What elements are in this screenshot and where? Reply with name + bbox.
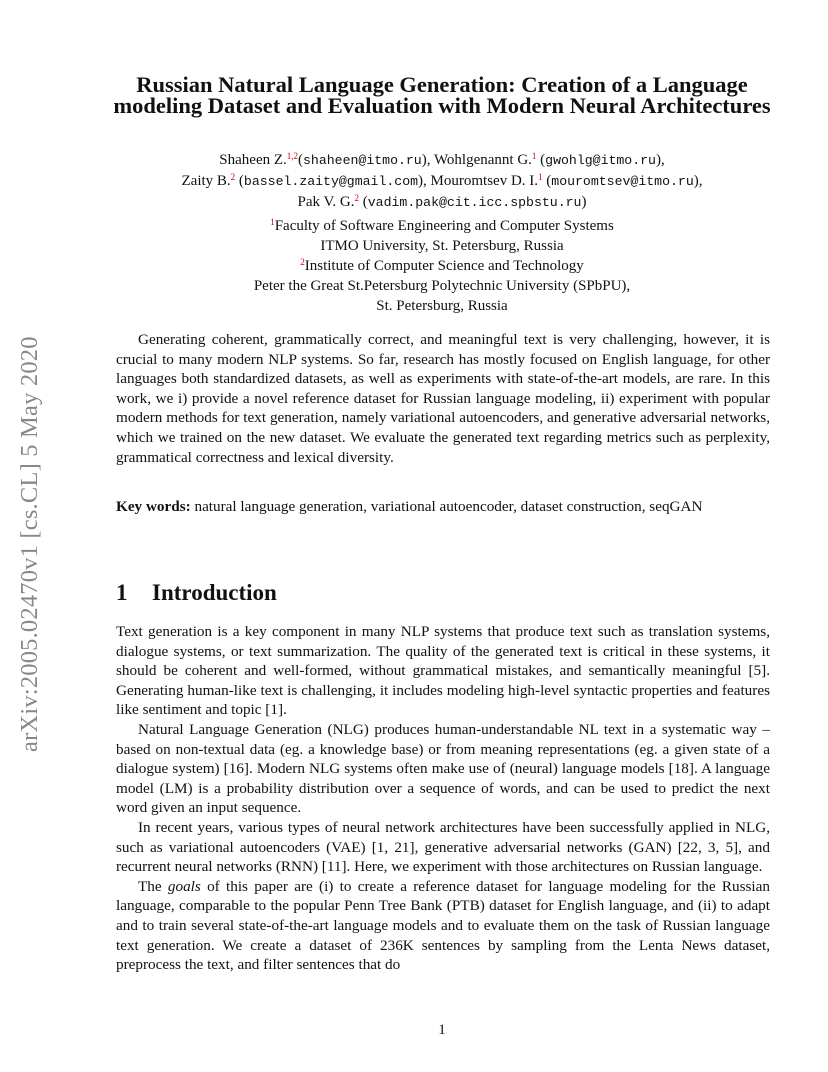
- abstract-text: Generating coherent, grammatically correct, and meaningful text is very challenging, however, it is crucial to many modern NLP systems. So far, research has mostly focused on English language, for other languages both standardized datasets, as well as experiments with state-of-the-art models, are rare. In this work, we i) provide a novel reference dataset for Russian language modeling, ii) experiment with popular modern methods for text generation, namely variational autoencoders, and generative adversarial networks, which we trained on the new dataset. We evaluate the generated text regarding metrics such as perplexity, grammatical correctness and lexical diversity.: [116, 331, 770, 466]
- page-number: 1: [438, 1022, 446, 1038]
- author-affiliation-mark: 1: [538, 172, 543, 182]
- affiliation-mark: 2: [300, 257, 305, 267]
- introduction-body: [116, 622, 770, 975]
- affiliation-line: Peter the Great St.Petersburg Polytechnic University (SPbPU),: [253, 278, 631, 294]
- author-affiliation-mark: 2: [230, 172, 236, 182]
- paragraph: [116, 877, 770, 975]
- author-list: Shaheen Z.$^{1,2}$(shaheen@itmo.ru), Wohlgenannt G.$^1$ (gwohlg@itmo.ru), Zaity B.$^2$ (bassel.zaity@gmail.com), Mouromtsev D. I.$^1$ (mouromtsev@itmo.ru), Pak V. G.$^2$ (vadim.pak@cit.icc.spbstu.ru): [181, 151, 703, 210]
- keywords-text: natural language generation, variational autoencoder, dataset construction, seqGAN: [194, 498, 703, 515]
- author-affiliation-mark: 1,2: [286, 151, 299, 161]
- author-email: gwohlg@itmo.ru: [545, 153, 656, 168]
- author-name: Mouromtsev D. I.: [430, 173, 539, 189]
- abstract: [116, 330, 770, 467]
- paragraph: Natural Language Generation (NLG) produces human-understandable NL text in a systematic way – based on non-textual data (eg. a knowledge base) or from meaning representations (eg. a given state of a dialogue system) [16]. Modern NLG systems often make use of (neural) language models [18]. A language model (LM) is a probability distribution over a sequence of words, and can be used to predict the next word given an input sequence.: [116, 720, 770, 817]
- author-affiliation-mark: 1: [531, 151, 537, 161]
- section-heading: [116, 579, 277, 607]
- keywords: [116, 497, 770, 517]
- author-email: mouromtsev@itmo.ru: [551, 174, 694, 189]
- paragraph-text: of this paper are (i) to create a reference dataset for language modeling for the Russian language, comparable to the popular Penn Tree Bank (PTB) dataset for English language, and (ii) to adapt and to train several state-of-the-art language models and to evaluate them on the task of Russian language text generation. We create a dataset of 236K sentences by sampling from the Lenta News dataset, preprocess the text, and filter sentences that do: [116, 877, 770, 974]
- paper-title: Russian Natural Language Generation: Creation of a Language modeling Dataset and Evaluation with Modern Neural Architectures: [113, 72, 771, 118]
- affiliation-list: [110, 216, 774, 316]
- section-number: 1: [116, 580, 128, 605]
- emphasis: goals: [167, 877, 201, 895]
- paragraph: Text generation is a key component in many NLP systems that produce text such as translation systems, dialogue systems, or text summarization. The quality of the generated text is critical in these systems, it should be coherent and well-formed, without grammatical mistakes, and semantically meaningful [5]. Generating human-like text is challenging, it includes modeling high-level syntactic properties and features like sentiment and topic [1].: [116, 623, 770, 719]
- author-email: vadim.pak@cit.icc.spbstu.ru: [367, 195, 582, 210]
- author-email: shaheen@itmo.ru: [303, 153, 422, 168]
- author-name: Zaity B.: [181, 173, 231, 189]
- author-name: Wohlgenannt G.: [433, 152, 532, 168]
- affiliation-line: Faculty of Software Engineering and Computer Systems: [274, 218, 614, 234]
- paragraph-text: The: [138, 877, 168, 895]
- author-affiliation-mark: 2: [354, 193, 360, 203]
- affiliation-line: Institute of Computer Science and Technology: [304, 258, 584, 274]
- paragraph: In recent years, various types of neural network architectures have been successfully applied in NLG, such as variational autoencoders (VAE) [1, 21], generative adversarial networks (GAN) [22, 3, 5], and recurrent neural networks (RNN) [11]. Here, we experiment with those architectures on Russian language.: [116, 818, 770, 876]
- author-email: bassel.zaity@gmail.com: [243, 174, 419, 189]
- section-title: Introduction: [152, 580, 277, 605]
- author-name: Shaheen Z.: [219, 152, 287, 168]
- affiliation-line: ITMO University, St. Petersburg, Russia: [320, 238, 564, 254]
- author-name: Pak V. G.: [297, 194, 355, 210]
- keywords-label: Key words:: [116, 498, 191, 515]
- affiliation-line: St. Petersburg, Russia: [376, 298, 508, 314]
- arxiv-identifier: arXiv:2005.02470v1 [cs.CL] 5 May 2020: [16, 336, 43, 752]
- affiliation-mark: 1: [270, 217, 275, 227]
